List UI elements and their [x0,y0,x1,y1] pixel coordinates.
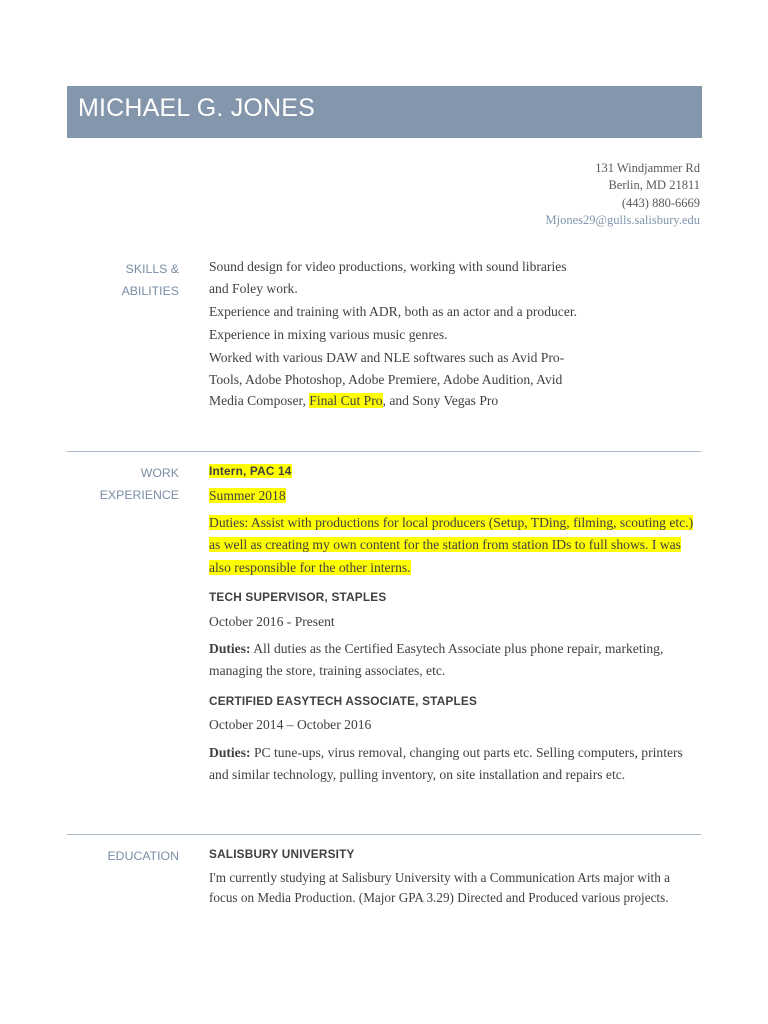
street-address: 131 Windjammer Rd [595,161,700,175]
skill-item: Experience in mixing various music genres. [209,326,448,342]
highlighted-software: Final Cut Pro [309,393,383,409]
name-banner [67,86,702,138]
job-title: TECH SUPERVISOR, STAPLES [209,589,387,604]
software-text: Worked with various DAW and NLE softwares such as Avid Pro-Tools, Adobe Photoshop, Adobe Premiere, Adobe Audition, Avid Media Composer, [209,349,565,409]
education-description: I'm currently studying at Salisbury University with a Communication Arts major with a focus on Media Production. (Major GPA 3.29) Directed and Produced various projects. [209,869,670,906]
work-section-label [67,462,179,506]
section-divider [67,834,701,835]
job-title: Intern, PAC 14 [209,464,292,478]
job-dates: October 2014 – October 2016 [209,717,372,733]
software-text-end: , and Sony Vegas Pro [382,393,499,409]
job-entry [209,690,699,787]
job-duties [209,638,699,683]
phone-number: (443) 880-6669 [621,195,700,210]
job-dates: October 2016 - Present [209,613,335,629]
job-dates: Summer 2018 [209,487,286,503]
skills-section-label: SKILLS & ABILITIES [121,262,179,298]
applicant-name: MICHAEL G. JONES [78,94,316,122]
skill-item: Experience and training with ADR, both as an actor and a producer. [209,303,578,319]
job-title: CERTIFIED EASYTECH ASSOCIATE, STAPLES [209,693,478,708]
job-duties [209,742,699,787]
duties-label: Duties: [209,744,251,760]
city-state-zip: Berlin, MD 21811 [608,178,700,193]
education-section-label: EDUCATION [107,849,179,863]
job-entry [209,586,699,683]
section-divider [67,451,701,452]
work-experience [209,460,699,786]
job-entry [209,460,699,579]
school-name: SALISBURY UNIVERSITY [209,847,355,861]
skill-item: Sound design for video productions, working with sound libraries and Foley work. [209,259,567,296]
skill-item-software [209,347,589,412]
duties-text: All duties as the Certified Easytech Associate plus phone repair, marketing, managing the store, training associates, etc. [209,641,664,679]
duties-label: Duties: [209,641,251,657]
education-entry [209,844,699,909]
email-address[interactable]: Mjones29@gulls.salisbury.edu [545,212,700,227]
contact-info [546,160,700,229]
duties-text: PC tune-ups, virus removal, changing out parts etc. Selling computers, printers and similar technology, pulling inventory, on site installation and repairs etc. [209,744,683,783]
work-label-line: EXPERIENCE [99,488,179,502]
work-label-line: WORK [140,466,179,480]
skills-list [209,256,589,413]
job-duties: Duties: Assist with productions for local producers (Setup, TDing, filming, scouting etc.) as well as creating my own content for the station from station IDs to full shows. I was also responsible for the other interns. [209,515,694,575]
